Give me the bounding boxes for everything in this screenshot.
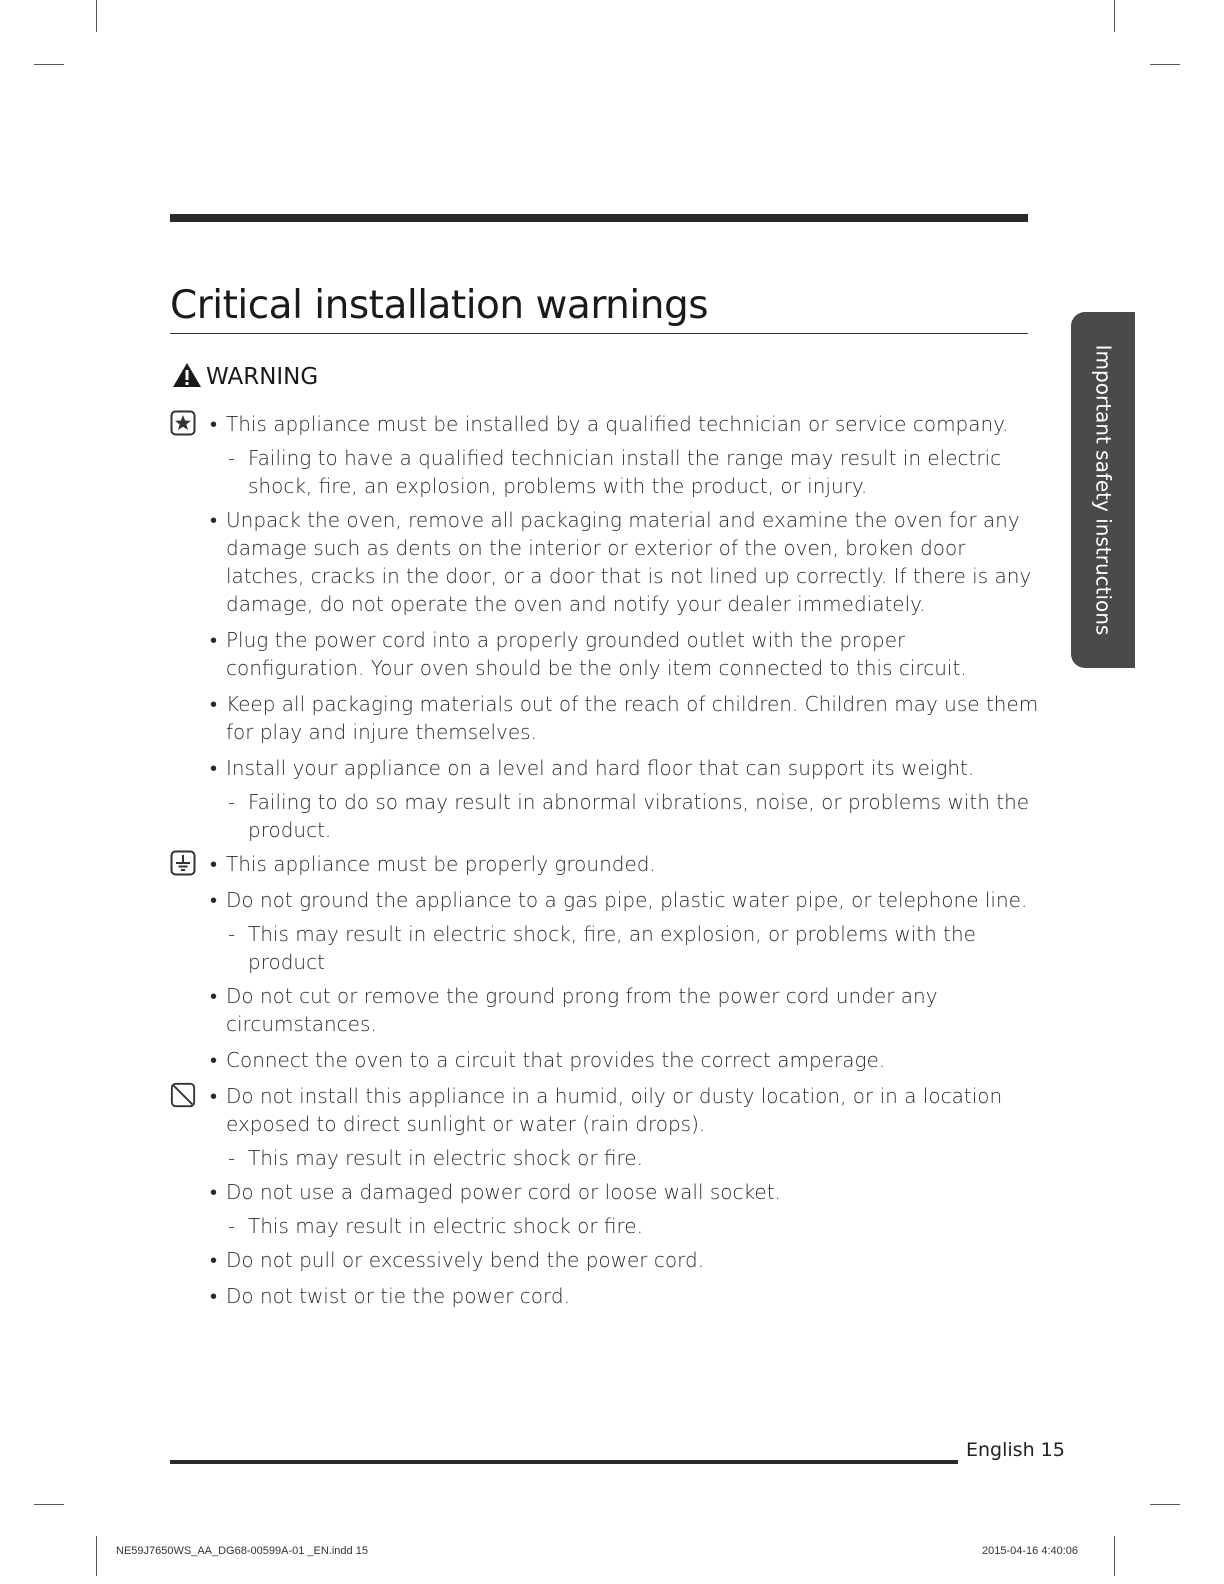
list-item-text: Plug the power cord into a properly grounded outlet with the proper configuration. Your oven should be the only item connected to this circuit. — [226, 628, 967, 680]
crop-mark — [34, 64, 64, 65]
bullet-icon: • — [210, 412, 218, 436]
warning-heading — [172, 362, 318, 392]
print-slug-date: 2015-04-16 4:40:06 — [982, 1545, 1079, 1557]
list-item-text: This appliance must be properly grounded. — [226, 852, 656, 876]
list-item — [170, 1178, 1040, 1206]
list-item-text: Connect the oven to a circuit that provides the correct amperage. — [226, 1048, 886, 1072]
sub-item — [170, 1212, 1040, 1240]
bullet-icon: • — [210, 1084, 218, 1108]
warning-list — [170, 410, 1040, 1318]
bullet-icon: • — [210, 1248, 218, 1272]
crop-mark — [1114, 1536, 1115, 1576]
sub-item-text: Failing to do so may result in abnormal vibrations, noise, or problems with the product. — [248, 790, 1030, 842]
crop-mark — [1150, 1504, 1180, 1505]
sub-item — [170, 788, 1040, 844]
print-slug-file: NE59J7650WS_AA_DG68-00599A-01 _EN.indd 15 — [116, 1545, 368, 1557]
crop-mark — [96, 1536, 97, 1576]
list-item — [170, 626, 1040, 682]
sub-item-text: This may result in electric shock or fire. — [248, 1146, 643, 1170]
list-item — [170, 1282, 1040, 1310]
list-item-text: Do not pull or excessively bend the power cord. — [226, 1248, 705, 1272]
dash-icon: - — [228, 446, 236, 470]
dash-icon: - — [228, 790, 236, 814]
list-item-text: Keep all packaging materials out of the reach of children. Children may use them for play and injure themselves. — [226, 692, 1039, 744]
bullet-icon: • — [210, 628, 218, 652]
dash-icon: - — [228, 1214, 236, 1238]
page-number: English 15 — [966, 1439, 1065, 1461]
list-item — [170, 850, 1040, 878]
warning-label: WARNING — [206, 364, 319, 390]
list-item-text: Do not twist or tie the power cord. — [226, 1284, 570, 1308]
list-item — [170, 1246, 1040, 1274]
list-item — [170, 690, 1040, 746]
sub-item — [170, 1144, 1040, 1172]
warning-triangle-icon — [172, 362, 202, 392]
bullet-icon: • — [210, 508, 218, 532]
list-item — [170, 982, 1040, 1038]
bullet-icon: • — [210, 1180, 218, 1204]
list-item — [170, 1046, 1040, 1074]
crop-mark — [34, 1504, 64, 1505]
list-item-text: This appliance must be installed by a qualified technician or service company. — [226, 412, 1009, 436]
list-item-text: Install your appliance on a level and hard floor that can support its weight. — [226, 756, 975, 780]
dash-icon: - — [228, 922, 236, 946]
page-title: Critical installation warnings — [170, 283, 709, 328]
crop-mark — [1150, 64, 1180, 65]
sub-item-text: Failing to have a qualified technician install the range may result in electric shock, fire, an explosion, problems with the product, or injury. — [248, 446, 1002, 498]
section-tab — [1071, 312, 1135, 668]
list-item-text: Do not install this appliance in a humid, oily or dusty location, or in a location exposed to direct sunlight or water (rain drops). — [226, 1084, 1003, 1136]
title-divider — [170, 333, 1028, 334]
header-bar — [170, 214, 1028, 222]
list-item-text: Do not ground the appliance to a gas pipe, plastic water pipe, or telephone line. — [226, 888, 1028, 912]
sub-item — [170, 444, 1040, 500]
warning-group — [170, 1082, 1040, 1310]
warning-group — [170, 850, 1040, 1074]
bullet-icon: • — [210, 1284, 218, 1308]
bullet-icon: • — [210, 984, 218, 1008]
list-item-text: Do not cut or remove the ground prong from the power cord under any circumstances. — [226, 984, 938, 1036]
crop-mark — [96, 0, 97, 32]
bullet-icon: • — [210, 756, 218, 780]
list-item-text: Do not use a damaged power cord or loose wall socket. — [226, 1180, 781, 1204]
list-item — [170, 410, 1040, 438]
bullet-icon: • — [210, 888, 218, 912]
list-item — [170, 886, 1040, 914]
dash-icon: - — [228, 1146, 236, 1170]
bullet-icon: • — [210, 852, 218, 876]
sub-item-text: This may result in electric shock or fire. — [248, 1214, 643, 1238]
list-item — [170, 754, 1040, 782]
sub-item-text: This may result in electric shock, fire, an explosion, or problems with the product — [248, 922, 976, 974]
section-tab-label: Important safety instructions — [1091, 344, 1115, 636]
crop-mark — [1114, 0, 1115, 32]
list-item — [170, 506, 1040, 618]
bullet-icon: • — [210, 1048, 218, 1072]
list-item — [170, 1082, 1040, 1138]
list-item-text: Unpack the oven, remove all packaging material and examine the oven for any damage such as dents on the interior or exterior of the oven, broken door latches, cracks in the door, or a door that is not lined up correctly. If there is any damage, do not operate the oven and notify your dealer immediately. — [226, 508, 1032, 616]
warning-group — [170, 410, 1040, 844]
sub-item — [170, 920, 1040, 976]
bullet-icon: • — [210, 692, 218, 716]
footer-rule — [170, 1460, 958, 1464]
